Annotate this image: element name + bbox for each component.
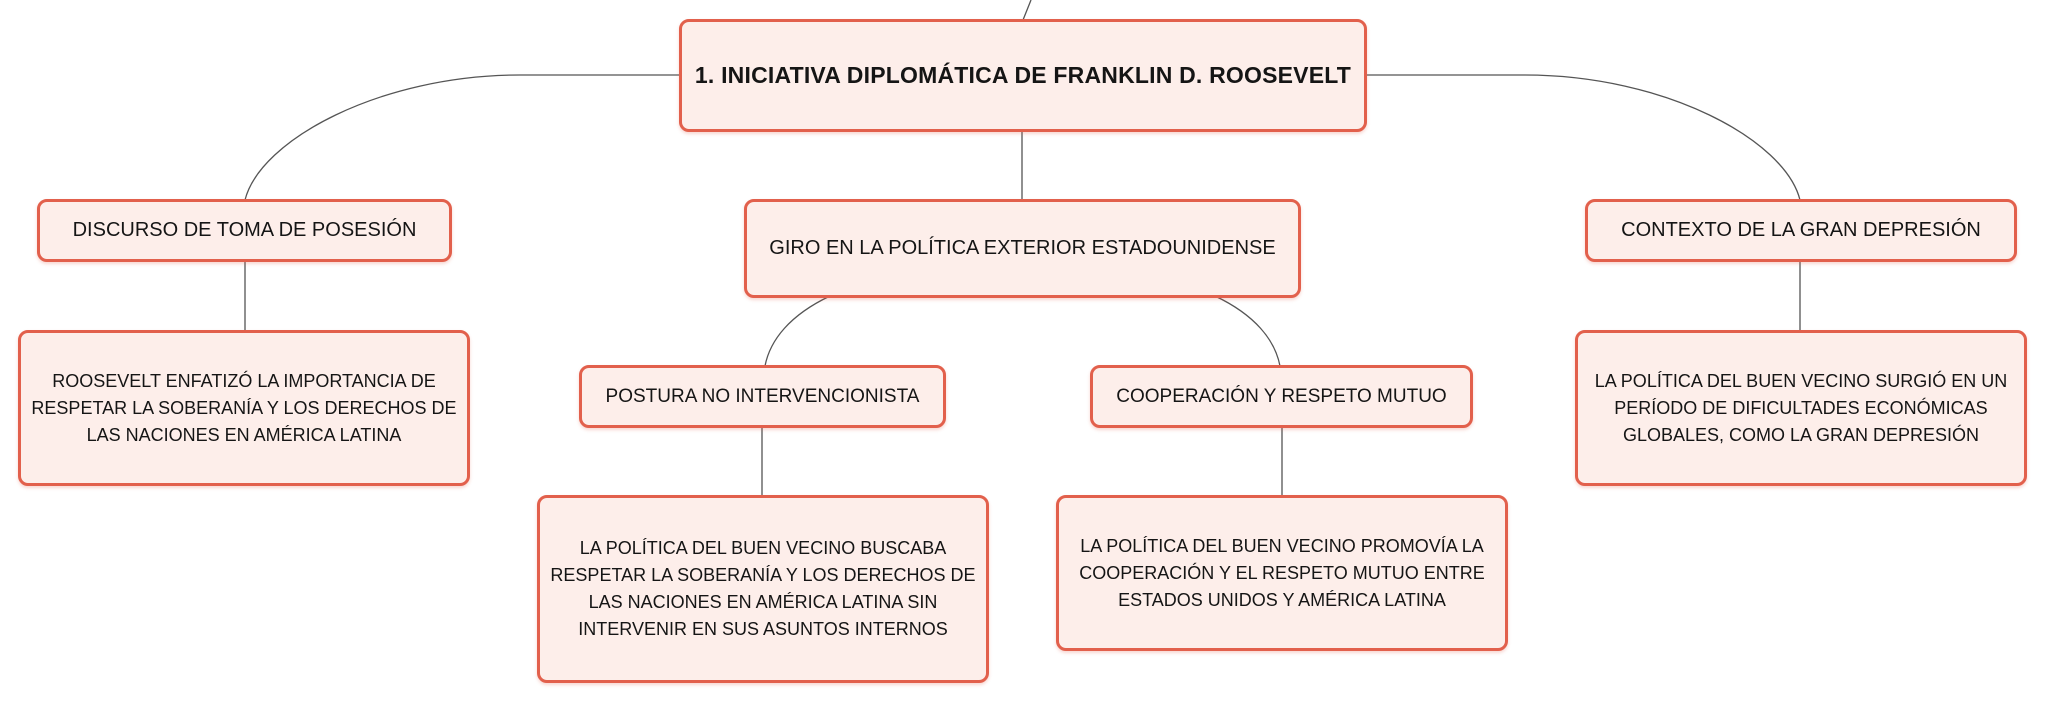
connector-policy-cooperation [1215, 296, 1280, 366]
subtopic-cooperation-respect[interactable] [1090, 365, 1473, 428]
detail-great-depression-text: LA POLÍTICA DEL BUEN VECINO SURGIÓ EN UN PERÍODO DE DIFICULTADES ECONÓMICAS GLOBALES, COMO LA GRAN DEPRESIÓN [1594, 370, 2008, 445]
topic-great-depression[interactable] [1585, 199, 2017, 262]
detail-inaugural-speech[interactable] [18, 330, 470, 486]
connector-policy-nonintervention [765, 296, 830, 366]
connector-parent-root [1023, 0, 1031, 20]
subtopic-non-interventionism-label: POSTURA NO INTERVENCIONISTA [605, 385, 920, 407]
connector-root-inaugural [245, 75, 681, 200]
subtopic-non-interventionism[interactable] [579, 365, 946, 428]
connector-root-depression [1365, 75, 1800, 200]
topic-foreign-policy-shift[interactable] [744, 199, 1301, 298]
detail-non-interventionism-text: LA POLÍTICA DEL BUEN VECINO BUSCABA RESPETAR LA SOBERANÍA Y LOS DERECHOS DE LAS NACIONES EN AMÉRICA LATINA SIN INTERVENIR EN SUS ASUNTOS INTERNOS [550, 538, 976, 639]
detail-non-interventionism[interactable] [537, 495, 989, 683]
detail-cooperation-respect-text: LA POLÍTICA DEL BUEN VECINO PROMOVÍA LA COOPERACIÓN Y EL RESPETO MUTUO ENTRE ESTADOS UNIDOS Y AMÉRICA LATINA [1079, 535, 1485, 610]
detail-cooperation-respect[interactable] [1056, 495, 1508, 651]
topic-inaugural-speech-label: DISCURSO DE TOMA DE POSESIÓN [72, 219, 417, 241]
topic-foreign-policy-shift-label: GIRO EN LA POLÍTICA EXTERIOR ESTADOUNIDENSE [769, 237, 1276, 259]
topic-great-depression-label: CONTEXTO DE LA GRAN DEPRESIÓN [1621, 219, 1981, 241]
subtopic-cooperation-respect-label: COOPERACIÓN Y RESPETO MUTUO [1116, 385, 1447, 407]
detail-inaugural-speech-text: ROOSEVELT ENFATIZÓ LA IMPORTANCIA DE RESPETAR LA SOBERANÍA Y LOS DERECHOS DE LAS NACIONES EN AMÉRICA LATINA [31, 370, 457, 445]
detail-great-depression[interactable] [1575, 330, 2027, 486]
topic-inaugural-speech[interactable] [37, 199, 452, 262]
root-node-label: 1. INICIATIVA DIPLOMÁTICA DE FRANKLIN D. ROOSEVELT [694, 62, 1352, 88]
root-node[interactable] [679, 19, 1367, 132]
